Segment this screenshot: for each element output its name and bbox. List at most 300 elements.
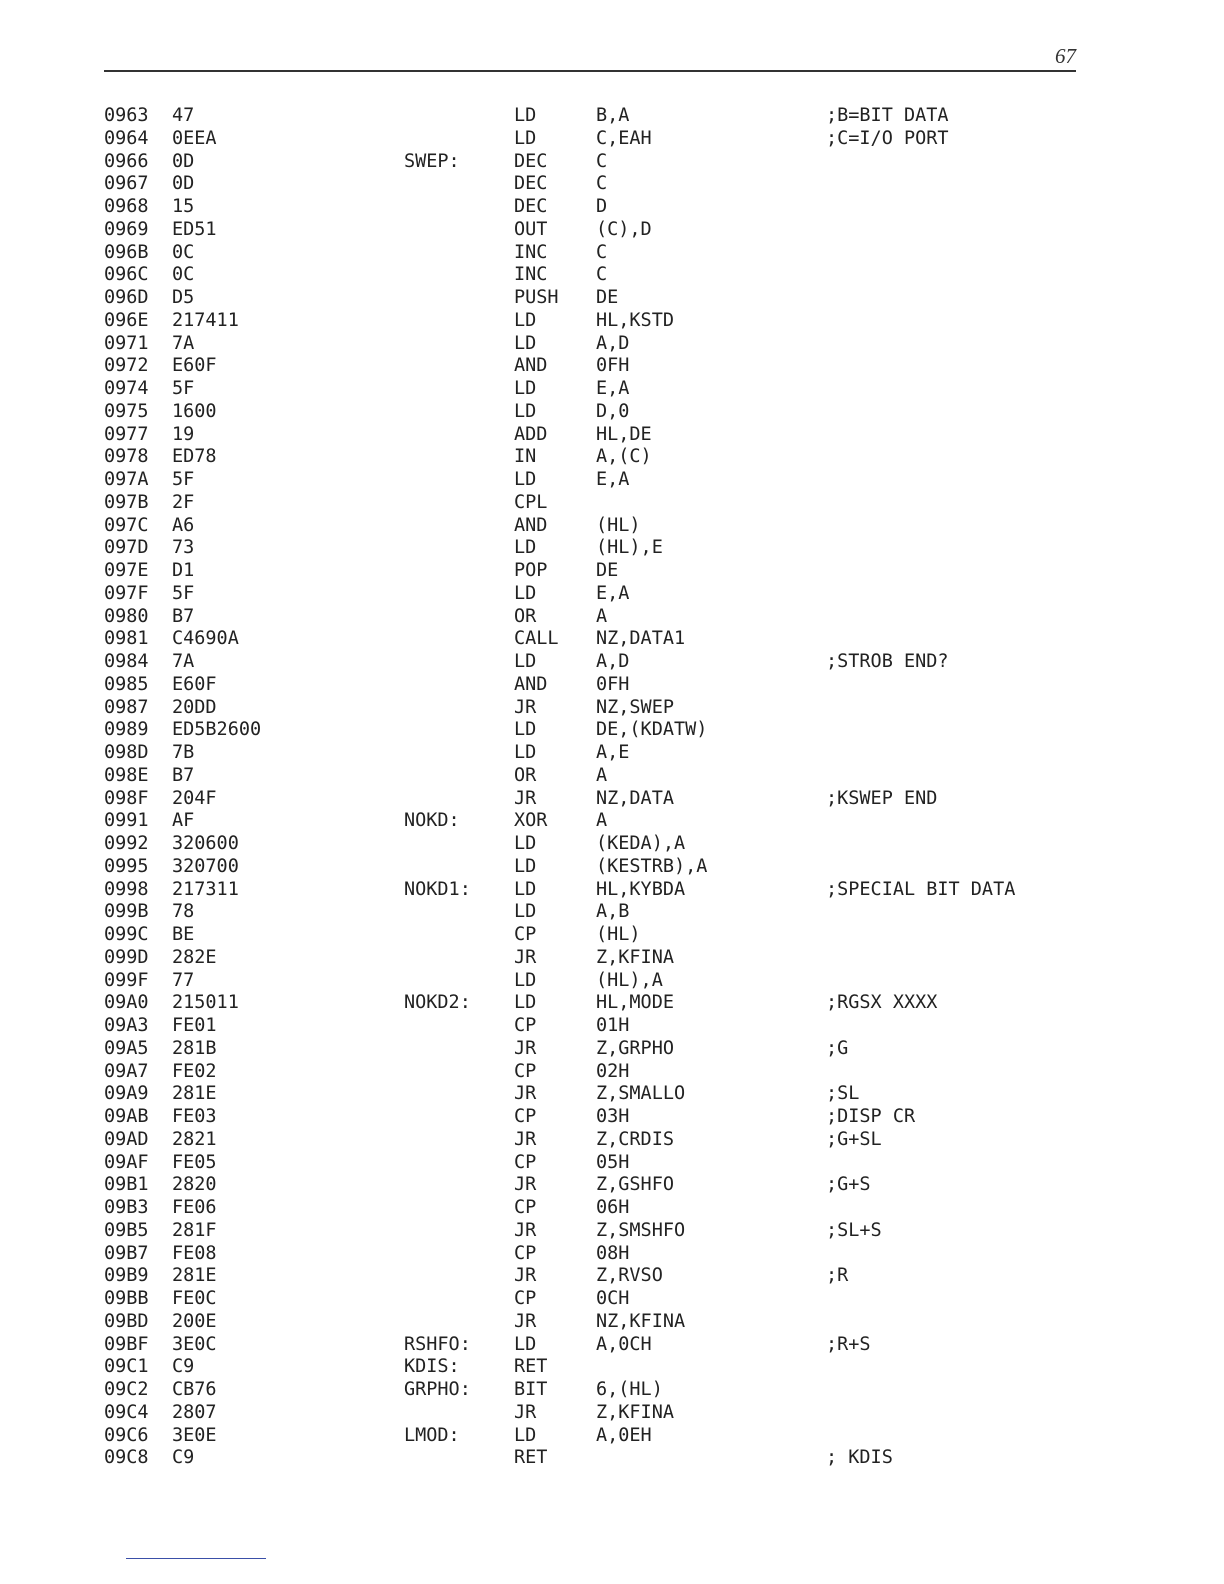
line-label: SWEP: xyxy=(404,150,460,172)
line-addr: 09A9 xyxy=(104,1083,149,1105)
line-arg: (HL) xyxy=(596,924,641,945)
line-op: OR xyxy=(514,764,537,786)
footer-rule xyxy=(126,1558,266,1559)
line-op: OUT xyxy=(514,218,548,240)
line-code: 320700 xyxy=(172,855,239,877)
line-arg: A,E xyxy=(596,742,630,763)
line-code: 2821 xyxy=(172,1128,217,1150)
line-op: CALL xyxy=(514,628,559,650)
line-comment: ;G+S xyxy=(826,1174,871,1196)
line-code: 215011 xyxy=(172,992,239,1014)
line-op: LD xyxy=(514,969,537,991)
line-addr: 0967 xyxy=(104,173,149,195)
line-addr: 0975 xyxy=(104,400,149,422)
line-op: CP xyxy=(514,1197,537,1218)
line-comment: ; KDIS xyxy=(826,1447,893,1469)
listing-line xyxy=(104,1265,1084,1288)
line-label: KDIS: xyxy=(404,1356,460,1378)
line-code: FE03 xyxy=(172,1106,217,1127)
line-comment: ;R+S xyxy=(826,1333,871,1355)
listing-line xyxy=(104,446,1084,469)
line-code: 15 xyxy=(172,196,195,217)
line-addr: 09B7 xyxy=(104,1242,149,1264)
listing-line xyxy=(104,1243,1084,1266)
line-op: AND xyxy=(514,355,548,377)
line-op: LD xyxy=(514,1424,537,1446)
line-arg: HL,DE xyxy=(596,423,652,445)
line-arg: NZ,DATA1 xyxy=(596,628,686,650)
line-addr: 096C xyxy=(104,264,149,286)
listing-line xyxy=(104,765,1084,788)
line-op: JR xyxy=(514,1128,537,1150)
line-comment: ;C=I/O PORT xyxy=(826,127,949,149)
line-addr: 0964 xyxy=(104,127,149,149)
line-comment: ;G xyxy=(826,1037,849,1059)
line-op: JR xyxy=(514,1265,537,1287)
line-comment: ;B=BIT DATA xyxy=(826,105,949,126)
listing-line xyxy=(104,287,1084,310)
line-op: CP xyxy=(514,1060,537,1082)
line-arg: (HL),A xyxy=(596,969,663,991)
line-addr: 09A3 xyxy=(104,1015,149,1036)
listing-line xyxy=(104,924,1084,947)
line-addr: 09BD xyxy=(104,1310,149,1332)
line-addr: 097F xyxy=(104,582,149,604)
line-code: 200E xyxy=(172,1310,217,1332)
line-arg: DE,(KDATW) xyxy=(596,719,708,741)
line-op: LD xyxy=(514,332,537,354)
line-code: 204F xyxy=(172,787,217,809)
line-op: LD xyxy=(514,992,537,1014)
line-op: PUSH xyxy=(514,287,559,308)
listing-line xyxy=(104,810,1084,833)
listing-line xyxy=(104,424,1084,447)
listing-line xyxy=(104,219,1084,242)
line-arg: 0FH xyxy=(596,673,630,695)
line-code: ED78 xyxy=(172,446,217,468)
line-addr: 0987 xyxy=(104,696,149,718)
line-addr: 0998 xyxy=(104,878,149,900)
line-comment: ;G+SL xyxy=(826,1128,882,1150)
line-arg: 01H xyxy=(596,1015,630,1036)
line-addr: 0985 xyxy=(104,673,149,695)
listing-line xyxy=(104,1129,1084,1152)
line-arg: A,0CH xyxy=(596,1333,652,1355)
listing-line xyxy=(104,333,1084,356)
listing-line xyxy=(104,537,1084,560)
line-op: CPL xyxy=(514,491,548,513)
line-arg: Z,GSHFO xyxy=(596,1174,674,1196)
listing-line xyxy=(104,1425,1084,1448)
line-addr: 09C4 xyxy=(104,1401,149,1423)
line-arg: 03H xyxy=(596,1106,630,1127)
line-arg: C,EAH xyxy=(596,127,652,149)
line-op: LD xyxy=(514,855,537,877)
line-arg: Z,CRDIS xyxy=(596,1128,674,1150)
line-arg: DE xyxy=(596,560,619,581)
line-code: 0C xyxy=(172,241,195,263)
line-code: FE08 xyxy=(172,1242,217,1264)
line-arg: Z,SMSHFO xyxy=(596,1219,686,1241)
listing-line xyxy=(104,697,1084,720)
listing-line xyxy=(104,1220,1084,1243)
line-addr: 0972 xyxy=(104,355,149,377)
line-arg: 0FH xyxy=(596,355,630,377)
line-addr: 09C6 xyxy=(104,1424,149,1446)
line-addr: 09AB xyxy=(104,1106,149,1127)
line-arg: E,A xyxy=(596,582,630,604)
line-addr: 09B9 xyxy=(104,1265,149,1287)
line-arg: DE xyxy=(596,287,619,308)
line-addr: 09BB xyxy=(104,1288,149,1309)
line-code: 5F xyxy=(172,582,195,604)
line-addr: 099C xyxy=(104,924,149,945)
listing-line xyxy=(104,1447,1084,1470)
line-arg: HL,KYBDA xyxy=(596,878,686,900)
line-op: XOR xyxy=(514,810,548,832)
line-label: GRPHO: xyxy=(404,1379,471,1400)
line-code: FE05 xyxy=(172,1151,217,1173)
line-comment: ;STROB END? xyxy=(826,651,949,672)
line-addr: 097E xyxy=(104,560,149,581)
line-addr: 0968 xyxy=(104,196,149,217)
line-addr: 0977 xyxy=(104,423,149,445)
line-op: LD xyxy=(514,901,537,923)
line-label: LMOD: xyxy=(404,1424,460,1446)
listing-line xyxy=(104,151,1084,174)
line-arg: HL,MODE xyxy=(596,992,674,1014)
line-code: AF xyxy=(172,810,195,832)
line-label: NOKD: xyxy=(404,810,460,832)
line-arg: NZ,KFINA xyxy=(596,1310,686,1332)
line-op: INC xyxy=(514,241,548,263)
line-arg: A,D xyxy=(596,332,630,354)
listing-line xyxy=(104,628,1084,651)
line-op: JR xyxy=(514,1310,537,1332)
line-code: 2F xyxy=(172,491,195,513)
line-code: 7A xyxy=(172,651,195,672)
listing-line xyxy=(104,1015,1084,1038)
line-op: LD xyxy=(514,378,537,399)
line-code: 281B xyxy=(172,1037,217,1059)
listing-line xyxy=(104,856,1084,879)
line-addr: 09C1 xyxy=(104,1356,149,1378)
line-addr: 09C8 xyxy=(104,1447,149,1469)
line-addr: 0981 xyxy=(104,628,149,650)
line-addr: 096E xyxy=(104,309,149,331)
line-addr: 096B xyxy=(104,241,149,263)
line-op: LD xyxy=(514,719,537,741)
line-code: ED51 xyxy=(172,218,217,240)
line-op: JR xyxy=(514,1083,537,1105)
line-addr: 09B1 xyxy=(104,1174,149,1196)
line-arg: 0CH xyxy=(596,1288,630,1309)
line-addr: 098F xyxy=(104,787,149,809)
line-arg: C xyxy=(596,173,608,195)
listing-line xyxy=(104,1061,1084,1084)
line-addr: 0963 xyxy=(104,105,149,126)
line-addr: 09BF xyxy=(104,1333,149,1355)
line-op: RET xyxy=(514,1356,548,1378)
listing-line xyxy=(104,788,1084,811)
line-code: 7B xyxy=(172,742,195,763)
line-op: LD xyxy=(514,469,537,490)
listing-line xyxy=(104,515,1084,538)
line-code: 3E0C xyxy=(172,1333,217,1355)
header-rule xyxy=(104,70,1076,72)
line-addr: 097C xyxy=(104,514,149,536)
line-code: FE01 xyxy=(172,1015,217,1036)
listing-line xyxy=(104,1356,1084,1379)
line-label: NOKD1: xyxy=(404,878,471,900)
listing-line xyxy=(104,401,1084,424)
line-op: LD xyxy=(514,127,537,149)
listing-line xyxy=(104,970,1084,993)
line-arg: (KESTRB),A xyxy=(596,855,708,877)
line-op: CP xyxy=(514,924,537,945)
listing-line xyxy=(104,196,1084,219)
line-arg: (KEDA),A xyxy=(596,833,686,854)
line-addr: 096D xyxy=(104,287,149,308)
listing-line xyxy=(104,583,1084,606)
listing-line xyxy=(104,879,1084,902)
listing-line xyxy=(104,1288,1084,1311)
line-code: 2807 xyxy=(172,1401,217,1423)
line-code: 5F xyxy=(172,378,195,399)
line-code: 77 xyxy=(172,969,195,991)
line-code: 5F xyxy=(172,469,195,490)
listing-line xyxy=(104,651,1084,674)
line-code: 3E0E xyxy=(172,1424,217,1446)
page-number: 67 xyxy=(1055,44,1076,68)
listing-line xyxy=(104,719,1084,742)
listing-line xyxy=(104,1311,1084,1334)
line-arg: 06H xyxy=(596,1197,630,1218)
line-comment: ;R xyxy=(826,1265,849,1287)
line-code: C4690A xyxy=(172,628,239,650)
line-code: 217311 xyxy=(172,878,239,900)
line-comment: ;SL xyxy=(826,1083,860,1105)
line-code: B7 xyxy=(172,764,195,786)
line-code: B7 xyxy=(172,605,195,627)
line-addr: 09AD xyxy=(104,1128,149,1150)
listing-line xyxy=(104,1038,1084,1061)
line-code: BE xyxy=(172,924,195,945)
line-op: LD xyxy=(514,833,537,854)
line-code: 217411 xyxy=(172,309,239,331)
line-code: FE06 xyxy=(172,1197,217,1218)
line-op: POP xyxy=(514,560,548,581)
listing-line xyxy=(104,128,1084,151)
listing-line xyxy=(104,492,1084,515)
line-op: CP xyxy=(514,1242,537,1264)
line-op: LD xyxy=(514,878,537,900)
line-arg: NZ,SWEP xyxy=(596,696,674,718)
line-arg: D xyxy=(596,196,608,217)
line-arg: D,0 xyxy=(596,400,630,422)
line-arg: Z,GRPHO xyxy=(596,1037,674,1059)
line-op: JR xyxy=(514,1401,537,1423)
line-addr: 09AF xyxy=(104,1151,149,1173)
listing-line xyxy=(104,378,1084,401)
line-arg: A xyxy=(596,605,608,627)
listing-line xyxy=(104,1334,1084,1357)
line-op: JR xyxy=(514,787,537,809)
line-comment: ;RGSX XXXX xyxy=(826,992,938,1014)
line-op: CP xyxy=(514,1015,537,1036)
line-arg: 05H xyxy=(596,1151,630,1173)
line-op: BIT xyxy=(514,1379,548,1400)
line-arg: Z,KFINA xyxy=(596,946,674,968)
line-arg: Z,KFINA xyxy=(596,1401,674,1423)
line-arg: Z,SMALLO xyxy=(596,1083,686,1105)
listing-line xyxy=(104,355,1084,378)
line-code: 0D xyxy=(172,173,195,195)
line-code: 19 xyxy=(172,423,195,445)
line-code: FE02 xyxy=(172,1060,217,1082)
line-comment: ;KSWEP END xyxy=(826,787,938,809)
listing-line xyxy=(104,606,1084,629)
line-addr: 0980 xyxy=(104,605,149,627)
line-addr: 0969 xyxy=(104,218,149,240)
line-comment: ;DISP CR xyxy=(826,1106,916,1127)
line-addr: 09B3 xyxy=(104,1197,149,1218)
line-addr: 0989 xyxy=(104,719,149,741)
listing-line xyxy=(104,310,1084,333)
listing-line xyxy=(104,1379,1084,1402)
line-code: D5 xyxy=(172,287,195,308)
line-op: RET xyxy=(514,1447,548,1469)
line-addr: 097A xyxy=(104,469,149,490)
line-addr: 097B xyxy=(104,491,149,513)
line-op: JR xyxy=(514,1037,537,1059)
line-code: C9 xyxy=(172,1356,195,1378)
line-op: LD xyxy=(514,537,537,559)
line-addr: 099F xyxy=(104,969,149,991)
line-op: LD xyxy=(514,651,537,672)
line-addr: 0978 xyxy=(104,446,149,468)
line-code: 20DD xyxy=(172,696,217,718)
listing-line xyxy=(104,1402,1084,1425)
line-arg: (C),D xyxy=(596,218,652,240)
line-addr: 0992 xyxy=(104,833,149,854)
line-code: 2820 xyxy=(172,1174,217,1196)
line-code: 1600 xyxy=(172,400,217,422)
line-arg: C xyxy=(596,264,608,286)
line-arg: A xyxy=(596,810,608,832)
line-code: ED5B2600 xyxy=(172,719,262,741)
line-label: NOKD2: xyxy=(404,992,471,1014)
line-op: IN xyxy=(514,446,537,468)
line-arg: A,D xyxy=(596,651,630,672)
line-addr: 0991 xyxy=(104,810,149,832)
line-addr: 09A7 xyxy=(104,1060,149,1082)
line-op: DEC xyxy=(514,196,548,217)
line-code: 281E xyxy=(172,1083,217,1105)
line-arg: Z,RVSO xyxy=(596,1265,663,1287)
line-op: ADD xyxy=(514,423,548,445)
line-op: CP xyxy=(514,1106,537,1127)
line-comment: ;SPECIAL BIT DATA xyxy=(826,878,1016,900)
line-op: LD xyxy=(514,742,537,763)
line-arg: A xyxy=(596,764,608,786)
line-arg: A,0EH xyxy=(596,1424,652,1446)
listing-line xyxy=(104,105,1084,128)
listing-line xyxy=(104,560,1084,583)
line-op: AND xyxy=(514,514,548,536)
line-addr: 097D xyxy=(104,537,149,559)
line-code: 78 xyxy=(172,901,195,923)
line-addr: 098D xyxy=(104,742,149,763)
line-code: CB76 xyxy=(172,1379,217,1400)
line-op: JR xyxy=(514,946,537,968)
line-addr: 09C2 xyxy=(104,1379,149,1400)
line-op: LD xyxy=(514,400,537,422)
line-code: 282E xyxy=(172,946,217,968)
line-arg: C xyxy=(596,150,608,172)
listing-line xyxy=(104,1152,1084,1175)
listing-line xyxy=(104,901,1084,924)
line-arg: A,B xyxy=(596,901,630,923)
line-label: RSHFO: xyxy=(404,1333,471,1355)
line-op: AND xyxy=(514,673,548,695)
line-op: LD xyxy=(514,582,537,604)
listing-line xyxy=(104,264,1084,287)
line-addr: 099B xyxy=(104,901,149,923)
line-arg: 6,(HL) xyxy=(596,1379,663,1400)
line-code: 73 xyxy=(172,537,195,559)
line-comment: ;SL+S xyxy=(826,1219,882,1241)
line-arg: E,A xyxy=(596,378,630,399)
line-arg: NZ,DATA xyxy=(596,787,674,809)
line-arg: A,(C) xyxy=(596,446,652,468)
line-addr: 098E xyxy=(104,764,149,786)
line-code: FE0C xyxy=(172,1288,217,1309)
line-code: A6 xyxy=(172,514,195,536)
line-code: 0D xyxy=(172,150,195,172)
line-code: 47 xyxy=(172,105,195,126)
line-code: E60F xyxy=(172,673,217,695)
line-arg: HL,KSTD xyxy=(596,309,674,331)
listing-line xyxy=(104,469,1084,492)
line-op: DEC xyxy=(514,173,548,195)
listing-line xyxy=(104,992,1084,1015)
line-addr: 0971 xyxy=(104,332,149,354)
line-op: CP xyxy=(514,1151,537,1173)
line-addr: 0995 xyxy=(104,855,149,877)
line-op: INC xyxy=(514,264,548,286)
line-addr: 09A5 xyxy=(104,1037,149,1059)
line-code: 7A xyxy=(172,332,195,354)
line-arg: (HL),E xyxy=(596,537,663,559)
listing-line xyxy=(104,242,1084,265)
line-arg: (HL) xyxy=(596,514,641,536)
line-code: E60F xyxy=(172,355,217,377)
line-addr: 09B5 xyxy=(104,1219,149,1241)
assembly-listing xyxy=(104,105,1084,1470)
listing-line xyxy=(104,1106,1084,1129)
line-addr: 0974 xyxy=(104,378,149,399)
line-code: D1 xyxy=(172,560,195,581)
line-addr: 09A0 xyxy=(104,992,149,1014)
line-addr: 099D xyxy=(104,946,149,968)
line-code: 320600 xyxy=(172,833,239,854)
listing-line xyxy=(104,1197,1084,1220)
line-op: DEC xyxy=(514,150,548,172)
listing-line xyxy=(104,1174,1084,1197)
listing-line xyxy=(104,833,1084,856)
line-op: LD xyxy=(514,105,537,126)
